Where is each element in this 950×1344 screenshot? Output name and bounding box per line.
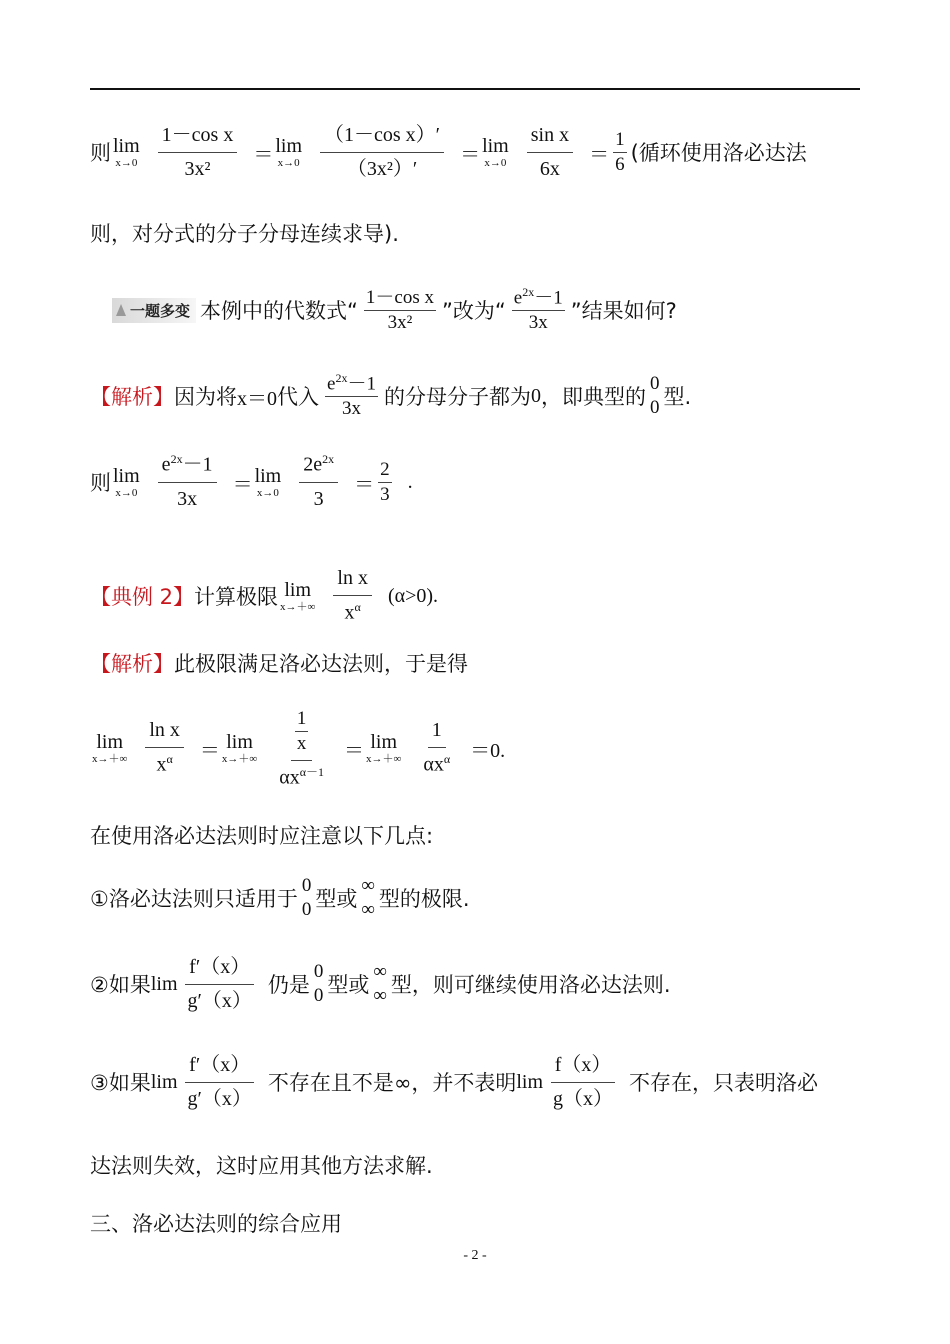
text: 仍是 (267, 973, 310, 997)
lim: lim (516, 1070, 544, 1093)
fraction: $\frac{2e^{2x}}{3}$ (299, 453, 338, 511)
variant-line (90, 280, 677, 340)
text: 的分母分子都为 (383, 385, 531, 409)
text: 在使用洛必达法则时应注意以下几点: (90, 824, 434, 848)
text: 型或 (327, 973, 370, 997)
equals: ＝ (354, 473, 375, 496)
lim: lim x→＋∞ (92, 730, 128, 765)
fraction: $\frac{1}{\alpha x^\alpha}$ (423, 719, 451, 776)
text: 型或 (315, 887, 358, 911)
fraction: $\frac{f(x)}{g(x)}$ (549, 1054, 617, 1111)
text: 型的极限. (378, 887, 470, 911)
analysis-line-2 (90, 648, 468, 678)
fraction: $\frac{\text{1－cos x}}{\text{3x²}}$ (158, 124, 238, 181)
note-2 (90, 952, 671, 1016)
text: (循环使用洛必达法 (630, 141, 807, 165)
fraction: $\frac{\text{ln x}}{x^\alpha}$ (333, 567, 372, 625)
text: 本例中的代数式“ (200, 299, 358, 323)
lim: lim x→0 (482, 134, 509, 169)
compound-fraction: $\frac{\frac{1}{x}}{\alpha x^{\alpha-1}}$ (279, 707, 325, 789)
formula-line-5 (90, 452, 413, 512)
note-3 (90, 1050, 818, 1114)
variant-tag: 一题多变 (112, 298, 196, 323)
fraction: $\frac{f'(x)}{g'(x)}$ (184, 1054, 256, 1111)
fraction: $\frac{\text{ln x}}{x^\alpha}$ (145, 719, 184, 777)
text: 型，则可继续使用洛必达法则. (390, 973, 671, 997)
analysis-label: 【解析】 (90, 385, 174, 409)
formula-line-1 (90, 122, 807, 182)
note-1 (90, 872, 470, 924)
fraction: $\frac{e^{2x}-1}{3x}$ (513, 284, 563, 334)
fraction: ∞ ∞ (361, 875, 375, 920)
text: ”改为“ (441, 299, 506, 323)
text: 则 (90, 141, 111, 165)
condition: (α>0). (387, 584, 439, 607)
result: ＝0. (470, 739, 506, 762)
notes-title (90, 820, 433, 850)
text: 不存在，只表明洛必 (629, 1071, 819, 1095)
text: . (407, 470, 413, 493)
lim: lim x→＋∞ (280, 578, 316, 613)
tag-icon (116, 304, 126, 316)
example-2-line (90, 566, 438, 626)
inner-fraction: $\frac{1}{x}$ (296, 707, 307, 754)
math: x＝0 (237, 387, 277, 410)
note-3-continued (90, 1150, 433, 1180)
equals: ＝ (589, 143, 610, 166)
fraction: $\frac{1}{6}$ (615, 128, 625, 175)
lim: lim x→0 (275, 134, 303, 169)
lim: lim x→＋∞ (221, 730, 258, 765)
lim: lim x→0 (113, 134, 140, 169)
example-label: 【典例 2】 (90, 585, 195, 609)
text: ③如果 (90, 1071, 151, 1095)
text: 型. (663, 385, 692, 409)
text: 因为将 (174, 385, 237, 409)
fraction: 0 0 (649, 373, 660, 418)
analysis-line-1 (90, 366, 691, 426)
formula-line-8 (90, 700, 505, 796)
lim: lim x→0 (254, 464, 282, 499)
fraction: $\frac{\text{1－cos x}}{\text{3x²}}$ (365, 286, 434, 333)
text: 计算极限 (194, 585, 279, 609)
fraction: $\frac{f'(x)}{g'(x)}$ (184, 956, 256, 1013)
fraction: 0 0 (301, 875, 312, 920)
text: 不存在且不是∞，并不表明 (267, 1071, 517, 1095)
lim: lim x→0 (113, 464, 140, 499)
text: 代入 (277, 385, 319, 409)
fraction: 0 0 (313, 961, 324, 1006)
equals: ＝ (344, 739, 365, 762)
equals: ＝ (253, 143, 274, 166)
section-heading (90, 1208, 342, 1238)
text: ②如果 (90, 973, 151, 997)
text: 此极限满足洛必达法则，于是得 (174, 652, 468, 676)
equals: ＝ (232, 473, 253, 496)
text: ”结果如何? (570, 299, 677, 323)
math: 0 (530, 384, 541, 407)
text: ，即典型的 (540, 385, 646, 409)
lim: lim (150, 1070, 178, 1093)
analysis-label: 【解析】 (90, 652, 174, 676)
fraction: $\frac{\text{（1－cos x）′}}{\text{（3x²）′}}$ (320, 124, 444, 181)
page-number: - 2 - (463, 1248, 487, 1263)
lim: lim (150, 972, 178, 995)
text-line-2 (90, 218, 399, 248)
text: 达法则失效，这时应用其他方法求解. (90, 1154, 433, 1178)
equals: ＝ (460, 143, 481, 166)
fraction: $\frac{\text{sin x}}{6x}$ (527, 124, 573, 181)
text: ①洛必达法则只适用于 (90, 887, 298, 911)
header-rule (90, 88, 860, 90)
fraction: $\frac{e^{2x}-1}{3x}$ (327, 370, 376, 420)
fraction: ∞ ∞ (373, 961, 387, 1006)
lim: lim x→＋∞ (366, 730, 402, 765)
fraction: $\frac{e^{2x}-1}{3x}$ (158, 453, 217, 511)
text: 则，对分式的分子分母连续求导). (90, 222, 399, 246)
fraction: $\frac{2}{3}$ (380, 458, 390, 505)
text: 三、洛必达法则的综合应用 (90, 1212, 342, 1236)
text: 则 (90, 471, 111, 495)
equals: ＝ (199, 739, 220, 762)
